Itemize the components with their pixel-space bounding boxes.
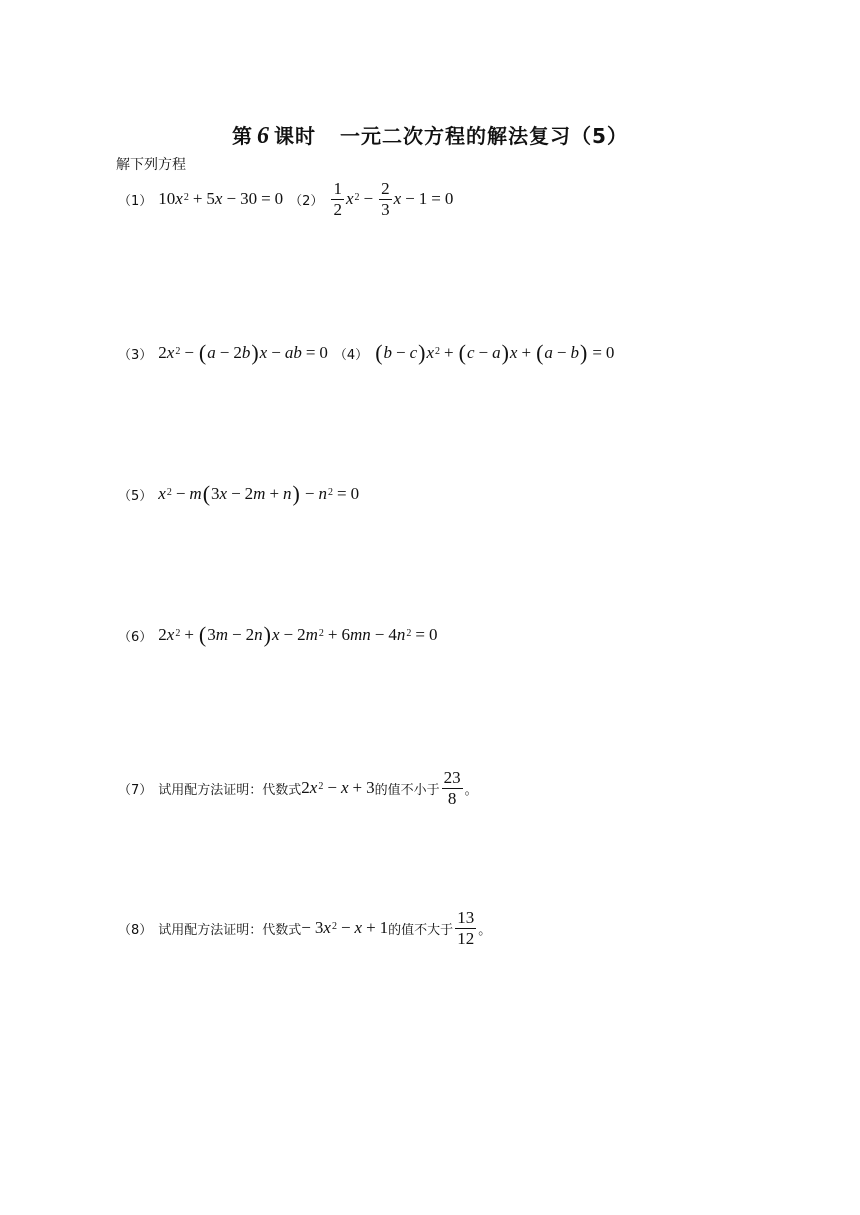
fraction-denominator: 8 <box>447 788 457 808</box>
equation-4: ( b − c ) x $^2$ + ( c − a ) x + ( a − b ) = 0 <box>375 340 615 365</box>
problem-row-1-2 <box>118 174 453 224</box>
fraction-denominator: 12 <box>457 928 475 948</box>
instruction: 解下列方程 <box>116 157 186 173</box>
expression-8: − 3 x $^2$ − x + 1 <box>301 918 389 937</box>
equation-5: x $^2$ − m ( 3 x − 2 m + n ) − n $^2$ = 0 <box>158 481 360 506</box>
problem-8-text-after: 的值不大于 <box>388 922 454 938</box>
title-prefix: 第 <box>232 124 254 148</box>
title-main: 一元二次方程的解法复习（5） <box>340 124 628 148</box>
problem-2-label: （2） <box>289 193 324 209</box>
title-suffix: 课时 <box>274 124 317 148</box>
fraction: $\frac{2}{3}$ <box>381 178 390 219</box>
problem-7-label: （7） <box>118 782 153 798</box>
fraction-numerator: 23 <box>443 767 461 787</box>
fraction <box>455 908 476 949</box>
problem-7-text-before: 试用配方法证明：代数式 <box>158 782 302 798</box>
problem-row-7 <box>118 763 478 813</box>
title-lesson-number: 6 <box>257 123 271 149</box>
fraction-numerator: 13 <box>457 907 475 927</box>
problem-7-end: 。 <box>464 782 478 798</box>
fraction <box>442 768 463 809</box>
problem-5-label: （5） <box>118 488 153 504</box>
problem-row-6 <box>118 610 437 660</box>
problem-7-text-after: 的值不小于 <box>374 782 440 798</box>
problem-row-5 <box>118 469 359 519</box>
fraction: $\frac{1}{2}$ <box>333 178 342 219</box>
problem-8-text-before: 试用配方法证明：代数式 <box>158 922 302 938</box>
problem-6-label: （6） <box>118 629 153 645</box>
equation-2: $\frac{1}{2}$ x $^2$ − $\frac{2}{3}$ x − 1 = 0 <box>333 178 454 219</box>
problem-1-label: （1） <box>118 193 153 209</box>
problem-8-end: 。 <box>478 922 492 938</box>
equation-3: 2 x $^2$ − ( a − 2 b ) x − ab = 0 <box>158 340 328 365</box>
equation-6: 2 x $^2$ + ( 3 m − 2 n ) x − 2 m $^2$ + 6 mn − 4 n $^2$ = 0 <box>158 622 438 647</box>
equation-1: 10 x $^2$ + 5 x − 30 = 0 <box>158 189 284 208</box>
problem-3-label: （3） <box>118 347 153 363</box>
page-title <box>0 120 860 152</box>
expression-7: 2 x $^2$ − x + 3 <box>301 778 375 797</box>
problem-row-8 <box>118 903 491 953</box>
problem-4-label: （4） <box>333 347 369 363</box>
problem-row-3-4 <box>118 328 614 378</box>
problem-8-label: （8） <box>118 922 153 938</box>
